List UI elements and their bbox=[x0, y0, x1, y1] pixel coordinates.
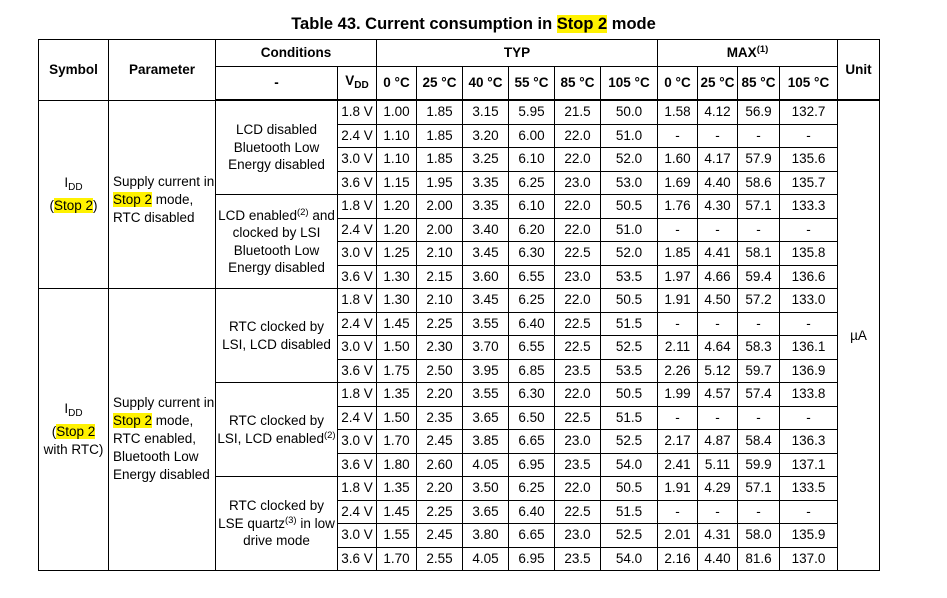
max-value: 137.0 bbox=[780, 547, 838, 571]
max-value: - bbox=[780, 124, 838, 148]
max-value: 4.50 bbox=[698, 289, 738, 313]
typ-value: 3.70 bbox=[463, 336, 509, 360]
symbol-paren: ) bbox=[98, 442, 104, 457]
typ-value: 53.5 bbox=[601, 265, 658, 289]
max-value: 81.6 bbox=[738, 547, 780, 571]
max-value: 135.7 bbox=[780, 171, 838, 195]
max-value: - bbox=[658, 312, 698, 336]
max-value: 133.5 bbox=[780, 477, 838, 501]
typ-value: 2.25 bbox=[417, 312, 463, 336]
typ-value: 1.50 bbox=[377, 406, 417, 430]
typ-value: 1.45 bbox=[377, 312, 417, 336]
typ-value: 6.95 bbox=[509, 547, 555, 571]
symbol-extra: with RTC bbox=[43, 442, 99, 457]
typ-value: 6.50 bbox=[509, 406, 555, 430]
symbol-paren: ) bbox=[93, 197, 98, 213]
max-value: 57.2 bbox=[738, 289, 780, 313]
typ-value: 23.0 bbox=[555, 430, 601, 454]
condition-text2: in low drive mode bbox=[243, 515, 335, 549]
typ-value: 6.30 bbox=[509, 383, 555, 407]
typ-value: 22.0 bbox=[555, 148, 601, 172]
typ-value: 3.25 bbox=[463, 148, 509, 172]
max-value: 1.91 bbox=[658, 289, 698, 313]
table-row bbox=[39, 289, 880, 313]
vdd-cell: 2.4 V bbox=[338, 406, 377, 430]
typ-value: 22.5 bbox=[555, 406, 601, 430]
condition-text2: and clocked by LSI Bluetooth Low Energy disabled bbox=[228, 207, 335, 275]
title-suffix: mode bbox=[607, 15, 656, 33]
max-value: 58.6 bbox=[738, 171, 780, 195]
vdd-cell: 3.0 V bbox=[338, 336, 377, 360]
vdd-cell: 3.0 V bbox=[338, 430, 377, 454]
symbol-paren: ( bbox=[51, 424, 57, 439]
typ-value: 1.85 bbox=[417, 148, 463, 172]
max-value: - bbox=[738, 312, 780, 336]
max-value: 59.7 bbox=[738, 359, 780, 383]
max-value: 1.69 bbox=[658, 171, 698, 195]
typ-value: 23.5 bbox=[555, 547, 601, 571]
typ-value: 21.5 bbox=[555, 100, 601, 124]
typ-value: 51.5 bbox=[601, 406, 658, 430]
condition-footnote: (2) bbox=[323, 429, 336, 441]
max-value: 1.85 bbox=[658, 242, 698, 266]
typ-value: 2.20 bbox=[417, 383, 463, 407]
typ-value: 3.55 bbox=[463, 383, 509, 407]
max-value: 58.4 bbox=[738, 430, 780, 454]
typ-value: 3.95 bbox=[463, 359, 509, 383]
max-value: 136.6 bbox=[780, 265, 838, 289]
vdd-cell: 3.0 V bbox=[338, 524, 377, 548]
max-value: 2.26 bbox=[658, 359, 698, 383]
typ-temp-header: 85 °C bbox=[555, 67, 601, 101]
typ-value: 2.45 bbox=[417, 524, 463, 548]
symbol-highlight: Stop 2 bbox=[56, 424, 96, 439]
max-value: - bbox=[738, 124, 780, 148]
typ-temp-header: 40 °C bbox=[463, 67, 509, 101]
typ-value: 1.85 bbox=[417, 124, 463, 148]
condition-cell bbox=[216, 100, 338, 195]
typ-value: 3.60 bbox=[463, 265, 509, 289]
conditions-header: Conditions bbox=[216, 40, 377, 67]
vdd-cell: 2.4 V bbox=[338, 124, 377, 148]
vdd-cell: 1.8 V bbox=[338, 100, 377, 124]
typ-value: 1.20 bbox=[377, 195, 417, 219]
typ-value: 6.00 bbox=[509, 124, 555, 148]
typ-value: 50.5 bbox=[601, 289, 658, 313]
typ-value: 54.0 bbox=[601, 547, 658, 571]
typ-value: 51.0 bbox=[601, 218, 658, 242]
vdd-cell: 2.4 V bbox=[338, 500, 377, 524]
typ-value: 2.30 bbox=[417, 336, 463, 360]
typ-value: 1.70 bbox=[377, 430, 417, 454]
typ-value: 5.95 bbox=[509, 100, 555, 124]
max-value: 56.9 bbox=[738, 100, 780, 124]
symbol-paren: ( bbox=[49, 197, 54, 213]
max-value: - bbox=[738, 500, 780, 524]
typ-value: 1.10 bbox=[377, 148, 417, 172]
max-value: - bbox=[780, 218, 838, 242]
max-value: 133.0 bbox=[780, 289, 838, 313]
typ-value: 23.0 bbox=[555, 265, 601, 289]
max-value: 137.1 bbox=[780, 453, 838, 477]
typ-value: 52.5 bbox=[601, 430, 658, 454]
condition-cell bbox=[216, 383, 338, 477]
condition-cell bbox=[216, 477, 338, 571]
typ-value: 3.35 bbox=[463, 171, 509, 195]
max-value: 1.99 bbox=[658, 383, 698, 407]
typ-value: 22.0 bbox=[555, 124, 601, 148]
typ-value: 2.45 bbox=[417, 430, 463, 454]
typ-value: 2.55 bbox=[417, 547, 463, 571]
max-value: 133.3 bbox=[780, 195, 838, 219]
max-temp-header: 0 °C bbox=[658, 67, 698, 101]
parameter-highlight: Stop 2 bbox=[113, 412, 153, 428]
typ-value: 1.85 bbox=[417, 100, 463, 124]
max-value: 4.29 bbox=[698, 477, 738, 501]
typ-value: 22.5 bbox=[555, 312, 601, 336]
typ-value: 51.5 bbox=[601, 500, 658, 524]
max-value: - bbox=[780, 500, 838, 524]
max-value: 1.97 bbox=[658, 265, 698, 289]
typ-value: 3.65 bbox=[463, 406, 509, 430]
vdd-header: $V_{DD}$ bbox=[338, 67, 377, 101]
typ-value: 52.5 bbox=[601, 336, 658, 360]
vdd-cell: 3.6 V bbox=[338, 171, 377, 195]
parameter-rest: mode, RTC enabled, Bluetooth Low Energy disabled bbox=[113, 412, 210, 482]
max-temp-header: 85 °C bbox=[738, 67, 780, 101]
condition-text: LCD disabled Bluetooth Low Energy disabled bbox=[228, 122, 325, 173]
typ-value: 2.35 bbox=[417, 406, 463, 430]
condition-text: RTC clocked by LSI, LCD disabled bbox=[222, 319, 331, 352]
typ-value: 2.10 bbox=[417, 242, 463, 266]
typ-value: 2.00 bbox=[417, 195, 463, 219]
max-value: 4.66 bbox=[698, 265, 738, 289]
typ-value: 2.25 bbox=[417, 500, 463, 524]
table-row bbox=[39, 100, 880, 124]
typ-value: 52.5 bbox=[601, 524, 658, 548]
max-value: 4.30 bbox=[698, 195, 738, 219]
typ-value: 6.65 bbox=[509, 430, 555, 454]
max-value: - bbox=[658, 124, 698, 148]
max-value: 135.6 bbox=[780, 148, 838, 172]
max-value: 2.01 bbox=[658, 524, 698, 548]
symbol-highlight: Stop 2 bbox=[53, 197, 94, 213]
typ-value: 3.45 bbox=[463, 289, 509, 313]
title-prefix: Table 43. Current consumption in bbox=[291, 15, 557, 33]
typ-value: 3.20 bbox=[463, 124, 509, 148]
typ-value: 1.25 bbox=[377, 242, 417, 266]
typ-value: 1.35 bbox=[377, 383, 417, 407]
max-header: MAX$^{(1)}$ bbox=[658, 40, 838, 67]
max-value: - bbox=[658, 406, 698, 430]
typ-value: 52.0 bbox=[601, 242, 658, 266]
conditions-dash: - bbox=[216, 67, 338, 101]
typ-value: 6.55 bbox=[509, 265, 555, 289]
max-temp-header: 105 °C bbox=[780, 67, 838, 101]
typ-value: 1.95 bbox=[417, 171, 463, 195]
typ-value: 22.0 bbox=[555, 477, 601, 501]
max-value: - bbox=[738, 218, 780, 242]
symbol-cell bbox=[39, 100, 109, 289]
typ-value: 23.0 bbox=[555, 171, 601, 195]
typ-value: 3.35 bbox=[463, 195, 509, 219]
max-value: 2.41 bbox=[658, 453, 698, 477]
symbol-main: I bbox=[64, 401, 69, 416]
vdd-cell: 3.6 V bbox=[338, 265, 377, 289]
typ-value: 1.70 bbox=[377, 547, 417, 571]
max-value: 2.17 bbox=[658, 430, 698, 454]
condition-text: RTC clocked by LSE quartz bbox=[218, 498, 325, 531]
max-value: - bbox=[738, 406, 780, 430]
typ-value: 2.50 bbox=[417, 359, 463, 383]
max-value: 57.1 bbox=[738, 195, 780, 219]
vdd-cell: 3.6 V bbox=[338, 547, 377, 571]
typ-value: 3.40 bbox=[463, 218, 509, 242]
max-value: 5.11 bbox=[698, 453, 738, 477]
typ-value: 2.60 bbox=[417, 453, 463, 477]
max-value: - bbox=[658, 500, 698, 524]
typ-value: 3.50 bbox=[463, 477, 509, 501]
parameter-highlight: Stop 2 bbox=[113, 192, 153, 208]
typ-value: 1.45 bbox=[377, 500, 417, 524]
parameter-text: Supply current in bbox=[113, 174, 215, 190]
condition-text: LCD enabled bbox=[218, 207, 297, 223]
max-value: 133.8 bbox=[780, 383, 838, 407]
typ-value: 6.65 bbox=[509, 524, 555, 548]
condition-footnote: (3) bbox=[284, 514, 297, 526]
typ-value: 6.40 bbox=[509, 500, 555, 524]
max-value: 1.91 bbox=[658, 477, 698, 501]
typ-value: 1.55 bbox=[377, 524, 417, 548]
typ-value: 2.15 bbox=[417, 265, 463, 289]
max-temp-header: 25 °C bbox=[698, 67, 738, 101]
max-value: 4.12 bbox=[698, 100, 738, 124]
typ-value: 23.5 bbox=[555, 453, 601, 477]
typ-value: 22.5 bbox=[555, 500, 601, 524]
current-consumption-table bbox=[38, 39, 880, 571]
typ-value: 51.5 bbox=[601, 312, 658, 336]
symbol-cell bbox=[39, 289, 109, 571]
max-value: 135.8 bbox=[780, 242, 838, 266]
typ-value: 6.25 bbox=[509, 477, 555, 501]
vdd-cell: 2.4 V bbox=[338, 312, 377, 336]
max-value: 2.16 bbox=[658, 547, 698, 571]
typ-value: 3.55 bbox=[463, 312, 509, 336]
typ-value: 50.0 bbox=[601, 100, 658, 124]
max-value: - bbox=[698, 500, 738, 524]
typ-value: 6.10 bbox=[509, 148, 555, 172]
max-value: 4.40 bbox=[698, 171, 738, 195]
typ-value: 2.20 bbox=[417, 477, 463, 501]
max-value: 57.1 bbox=[738, 477, 780, 501]
vdd-cell: 1.8 V bbox=[338, 289, 377, 313]
symbol-sub: DD bbox=[68, 181, 83, 193]
max-value: 4.64 bbox=[698, 336, 738, 360]
typ-value: 3.80 bbox=[463, 524, 509, 548]
typ-value: 1.80 bbox=[377, 453, 417, 477]
typ-value: 53.0 bbox=[601, 171, 658, 195]
max-value: 1.58 bbox=[658, 100, 698, 124]
typ-value: 2.10 bbox=[417, 289, 463, 313]
max-value: 58.1 bbox=[738, 242, 780, 266]
vdd-cell: 1.8 V bbox=[338, 477, 377, 501]
typ-temp-header: 25 °C bbox=[417, 67, 463, 101]
typ-temp-header: 105 °C bbox=[601, 67, 658, 101]
typ-value: 1.15 bbox=[377, 171, 417, 195]
typ-value: 3.85 bbox=[463, 430, 509, 454]
typ-temp-header: 55 °C bbox=[509, 67, 555, 101]
max-value: - bbox=[780, 312, 838, 336]
typ-value: 6.30 bbox=[509, 242, 555, 266]
typ-value: 51.0 bbox=[601, 124, 658, 148]
typ-value: 50.5 bbox=[601, 195, 658, 219]
max-value: 2.11 bbox=[658, 336, 698, 360]
typ-value: 54.0 bbox=[601, 453, 658, 477]
max-value: 4.17 bbox=[698, 148, 738, 172]
max-value: 4.40 bbox=[698, 547, 738, 571]
vdd-cell: 3.6 V bbox=[338, 359, 377, 383]
typ-value: 22.0 bbox=[555, 289, 601, 313]
typ-value: 1.10 bbox=[377, 124, 417, 148]
typ-value: 22.0 bbox=[555, 383, 601, 407]
typ-value: 22.0 bbox=[555, 218, 601, 242]
typ-value: 50.5 bbox=[601, 477, 658, 501]
typ-value: 6.10 bbox=[509, 195, 555, 219]
max-value: 5.12 bbox=[698, 359, 738, 383]
max-value: - bbox=[780, 406, 838, 430]
condition-footnote: (2) bbox=[296, 206, 309, 218]
max-value: 57.4 bbox=[738, 383, 780, 407]
max-value: 57.9 bbox=[738, 148, 780, 172]
vdd-cell: 3.6 V bbox=[338, 453, 377, 477]
typ-value: 3.45 bbox=[463, 242, 509, 266]
max-value: 136.1 bbox=[780, 336, 838, 360]
max-value: 4.87 bbox=[698, 430, 738, 454]
max-value: - bbox=[658, 218, 698, 242]
table-title bbox=[0, 15, 947, 34]
vdd-cell: 3.0 V bbox=[338, 242, 377, 266]
vdd-cell: 2.4 V bbox=[338, 218, 377, 242]
typ-value: 6.25 bbox=[509, 171, 555, 195]
max-value: 136.9 bbox=[780, 359, 838, 383]
max-footnote: (1) bbox=[756, 44, 769, 55]
typ-header: TYP bbox=[377, 40, 658, 67]
parameter-text: Supply current in bbox=[113, 394, 215, 410]
max-value: 59.4 bbox=[738, 265, 780, 289]
typ-value: 23.5 bbox=[555, 359, 601, 383]
typ-value: 6.25 bbox=[509, 289, 555, 313]
typ-value: 6.40 bbox=[509, 312, 555, 336]
max-value: 132.7 bbox=[780, 100, 838, 124]
max-value: 59.9 bbox=[738, 453, 780, 477]
typ-value: 3.15 bbox=[463, 100, 509, 124]
max-value: - bbox=[698, 312, 738, 336]
typ-value: 53.5 bbox=[601, 359, 658, 383]
typ-value: 1.35 bbox=[377, 477, 417, 501]
max-value: 58.3 bbox=[738, 336, 780, 360]
parameter-cell bbox=[109, 289, 216, 571]
typ-value: 6.20 bbox=[509, 218, 555, 242]
typ-temp-header: 0 °C bbox=[377, 67, 417, 101]
unit-header: Unit bbox=[838, 40, 880, 101]
parameter-header: Parameter bbox=[109, 40, 216, 101]
typ-value: 22.0 bbox=[555, 195, 601, 219]
typ-value: 1.00 bbox=[377, 100, 417, 124]
max-value: 1.60 bbox=[658, 148, 698, 172]
max-value: 4.31 bbox=[698, 524, 738, 548]
parameter-rest: mode, RTC disabled bbox=[113, 192, 195, 226]
vdd-cell: 3.0 V bbox=[338, 148, 377, 172]
unit-cell: µA bbox=[838, 100, 880, 571]
typ-value: 1.50 bbox=[377, 336, 417, 360]
symbol-header: Symbol bbox=[39, 40, 109, 101]
condition-text: RTC clocked by LSI, LCD enabled bbox=[217, 413, 325, 446]
max-value: - bbox=[698, 406, 738, 430]
max-value: 136.3 bbox=[780, 430, 838, 454]
max-value: 58.0 bbox=[738, 524, 780, 548]
typ-value: 1.20 bbox=[377, 218, 417, 242]
typ-value: 6.85 bbox=[509, 359, 555, 383]
typ-value: 22.5 bbox=[555, 242, 601, 266]
condition-cell bbox=[216, 195, 338, 289]
typ-value: 50.5 bbox=[601, 383, 658, 407]
symbol-sub: DD bbox=[68, 408, 83, 419]
max-value: 4.41 bbox=[698, 242, 738, 266]
vdd-cell: 1.8 V bbox=[338, 195, 377, 219]
typ-value: 2.00 bbox=[417, 218, 463, 242]
typ-value: 22.5 bbox=[555, 336, 601, 360]
max-value: - bbox=[698, 124, 738, 148]
typ-value: 4.05 bbox=[463, 453, 509, 477]
symbol-main: I bbox=[64, 174, 69, 190]
typ-value: 23.0 bbox=[555, 524, 601, 548]
max-value: - bbox=[698, 218, 738, 242]
max-value: 135.9 bbox=[780, 524, 838, 548]
typ-value: 52.0 bbox=[601, 148, 658, 172]
typ-value: 6.55 bbox=[509, 336, 555, 360]
typ-value: 1.30 bbox=[377, 265, 417, 289]
parameter-cell bbox=[109, 100, 216, 289]
typ-value: 1.75 bbox=[377, 359, 417, 383]
max-value: 1.76 bbox=[658, 195, 698, 219]
typ-value: 1.30 bbox=[377, 289, 417, 313]
title-highlight: Stop 2 bbox=[556, 15, 608, 33]
typ-value: 4.05 bbox=[463, 547, 509, 571]
typ-value: 3.65 bbox=[463, 500, 509, 524]
max-value: 4.57 bbox=[698, 383, 738, 407]
typ-value: 6.95 bbox=[509, 453, 555, 477]
vdd-cell: 1.8 V bbox=[338, 383, 377, 407]
condition-cell bbox=[216, 289, 338, 383]
